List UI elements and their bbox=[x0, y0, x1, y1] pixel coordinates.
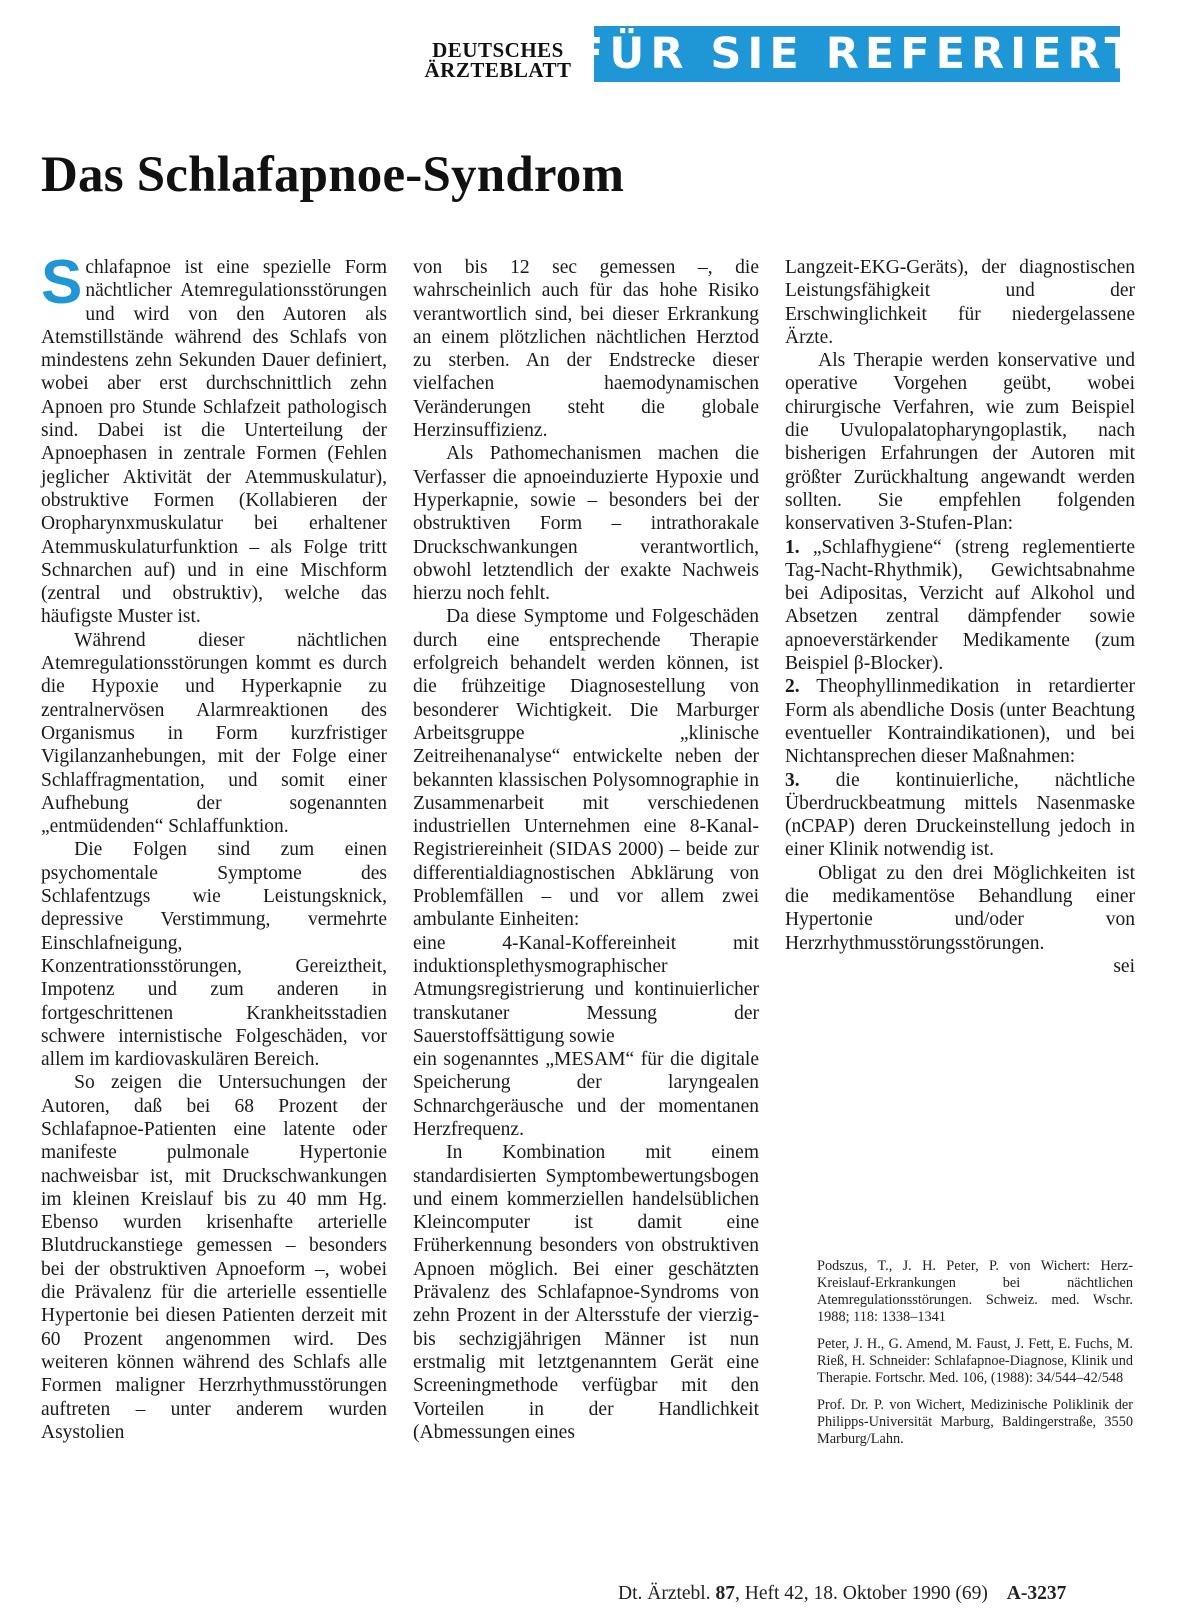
page-footer bbox=[618, 1583, 1066, 1605]
paragraph: So zeigen die Untersuchungen der Autoren, daß bei 68 Prozent der Schlafapnoe-Patienten eine latente oder manifeste pulmonale Hypertonie nachweisbar ist, mit Druckschwankungen im kleinen Kreislauf bis zu 40 mm Hg. Ebenso wurden krisenhafte arterielle Blutdruckanstiege gemessen – besonders bei der obstruktiven Apnoeform –, wobei die Prävalenz für die arterielle essentielle Hypertonie bei diesen Patienten derzeit mit 60 Prozent angenommen wird. Des weiteren können während des Schlafs alle Formen maligner Herzrhythmusstörungen auftreten – unter anderem wurden Asystolien bbox=[41, 1072, 387, 1443]
journal-logo bbox=[410, 26, 586, 80]
therapy-plan-list bbox=[785, 536, 1135, 862]
footer-journal: Dt. Ärztebl. bbox=[618, 1583, 711, 1604]
section-banner: FÜR SIE REFERIERT bbox=[594, 26, 1120, 82]
author-signature: sei bbox=[1113, 955, 1135, 977]
paragraph: Langzeit-EKG-Geräts), der diagnostischen Leistungsfähigkeit und der Erschwinglichkeit für niedergelassene Ärzte. bbox=[785, 257, 1135, 348]
text-column-1 bbox=[41, 248, 387, 1444]
list-item: 2. Theophyllinmedikation in retardierter Form als abendliche Dosis (unter Beachtung eventueller Kontraindikationen), und bei Nichtansprechen dieser Maßnahmen: bbox=[785, 676, 1135, 768]
author-address: Prof. Dr. P. von Wichert, Medizinische Poliklinik der Philipps-Universität Marburg, Baldingerstraße, 3550 Marburg/Lahn. bbox=[817, 1397, 1133, 1447]
journal-name-line1: DEUTSCHES bbox=[432, 38, 564, 62]
paragraph: von bis 12 sec gemessen –, die wahrscheinlich auch für das hohe Risiko verantwortlich sind, bei dieser Erkrankung an einem plötzlichen nächtlichen Herztod zu sterben. An der Endstrecke dieser vielfachen haemodynamischen Veränderungen steht die globale Herzinsuffizienz. bbox=[413, 257, 759, 442]
paragraph: Schlafapnoe ist eine spezielle Form nächtlicher Atemregulationsstörungen und wird von den Autoren als Atemstillstände während des Schlafs von mindestens zehn Sekunden Dauer definiert, wobei aber erst durchschnittlich zehn Apnoen pro Stunde Schlafzeit pathologisch sind. Dabei ist die Unterteilung der Apnoephasen in zentrale Formen (Fehlen jeglicher Aktivität der Atemmuskulatur), obstruktive Formen (Kollabieren der Oropharynxmuskulatur bei erhaltener Atemmuskulaturfunktion – als Folge tritt Schnarchen auf) und in eine Mischform (zentral und obstruktiv), welche das häufigste Muster ist. bbox=[41, 248, 387, 628]
page-number: A-3237 bbox=[1006, 1583, 1067, 1604]
list-item: 3. die kontinuierliche, nächtliche Überdruckbeatmung mittels Nasenmaske (nCPAP) deren Druckeinstellung jedoch in einer Klinik notwendig ist. bbox=[785, 769, 1135, 861]
paragraph: Während dieser nächtlichen Atemregulationsstörungen kommt es durch die Hypoxie und Hyperkapnie zu zentralnervösen Alarmreaktionen des Organismus in Form kurzfristiger Vigilanzanhebungen, mit der Folge einer Schlaffragmentation, und somit einer Aufhebung der sogenannten „entmüdenden“ Schlaffunktion. bbox=[41, 629, 387, 838]
reference-item: Peter, J. H., G. Amend, M. Faust, J. Fett, E. Fuchs, M. Rieß, H. Schneider: Schlafapnoe-Diagnose, Klinik und Therapie. Fortschr. Med. 106, (1988): 34/544–42/548 bbox=[817, 1336, 1133, 1386]
paragraph: eine 4-Kanal-Koffereinheit mit induktionsplethysmographischer Atmungsregistrierung und kontinuierlicher transkutaner Messung der Sauerstoffsättigung sowie bbox=[413, 932, 759, 1047]
footer-volume: 87 bbox=[715, 1583, 735, 1604]
list-item: 1. „Schlafhygiene“ (streng reglementierte Tag-Nacht-Rhythmik), Gewichtsabnahme bei Adipositas, Verzicht auf Alkohol und Absetzen zentral dämpfender sowie apnoeverstärkender Medikamente (zum Beispiel β-Blocker). bbox=[785, 536, 1136, 675]
references bbox=[817, 1258, 1133, 1458]
paragraph: ein sogenanntes „MESAM“ für die digitale Speicherung der laryngealen Schnarchgeräusche und der momentanen Herzfrequenz. bbox=[413, 1049, 759, 1140]
paragraph: In Kombination mit einem standardisierten Symptombewertungsbogen und einem kommerziellen handelsüblichen Kleincomputer ist damit eine Früherkennung besonders von obstruktiven Apnoen möglich. Bei einer geschätzten Prävalenz des Schlafapnoe-Syndroms von zehn Prozent in der Altersstufe der vierzig- bis sechzigjährigen Männer ist nun erstmalig mit letztgenanntem Gerät eine Screeningmethode verfügbar mit den Vorteilen in der Handlichkeit (Abmessungen eines bbox=[413, 1142, 759, 1443]
masthead bbox=[410, 26, 1140, 82]
article-title: Das Schlafapnoe-Syndrom bbox=[41, 147, 625, 203]
reference-item: Podszus, T., J. H. Peter, P. von Wichert: Herz-Kreislauf-Erkrankungen bei nächtlichen Atemregulationsstörungen. Schweiz. med. Wschr. 1988; 118: 1338–1341 bbox=[817, 1258, 1133, 1325]
paragraph: Obligat zu den drei Möglichkeiten ist die medikamentöse Behandlung einer Hypertonie und/oder von Herzrhythmusstörungsstörungen. bbox=[785, 862, 1135, 954]
text-column-2 bbox=[413, 256, 759, 1444]
journal-name-line2: ÄRZTEBLATT bbox=[424, 58, 572, 82]
text-column-3 bbox=[785, 256, 1135, 978]
drop-cap: S bbox=[41, 248, 83, 317]
paragraph: Als Pathomechanismen machen die Verfasser die apnoeinduzierte Hypoxie und Hyperkapnie, sowie – besonders bei der obstruktiven Form – intrathorakale Druckschwankungen verantwortlich, obwohl letztendlich der exakte Nachweis hierzu noch fehlt. bbox=[413, 443, 759, 605]
paragraph: Als Therapie werden konservative und operative Vorgehen geübt, wobei chirurgische Verfahren, wie zum Beispiel die Uvulopalatopharyngoplastik, nach bisherigen Erfahrungen der Autoren mit größter Zurückhaltung angewandt werden sollten. Sie empfehlen folgenden konservativen 3-Stufen-Plan: bbox=[785, 350, 1135, 535]
paragraph: Die Folgen sind zum einen psychomentale Symptome des Schlafentzugs wie Leistungsknick, depressive Verstimmung, vermehrte Einschlafneigung, Konzentrationsstörungen, Gereiztheit, Impotenz und zum anderen in fortgeschrittenen Krankheitsstadien schwere internistische Folgeschäden, vor allem im kardiovaskulären Bereich. bbox=[41, 839, 387, 1071]
footer-issue: , Heft 42, 18. Oktober 1990 (69) bbox=[734, 1583, 988, 1604]
paragraph: Da diese Symptome und Folgeschäden durch eine entsprechende Therapie erfolgreich behandelt werden können, ist die frühzeitige Diagnosestellung von besonderer Wichtigkeit. Die Marburger Arbeitsgruppe „klinische Zeitreihenanalyse“ entwickelte neben der bekannten klassischen Polysomnographie in Zusammenarbeit mit verschiedenen industriellen Unternehmen eine 8-Kanal-Registriereinheit (SIDAS 2000) – beide zur differentialdiagnostischen Abklärung von Problemfällen – und vor allem zwei ambulante Einheiten: bbox=[413, 606, 759, 931]
